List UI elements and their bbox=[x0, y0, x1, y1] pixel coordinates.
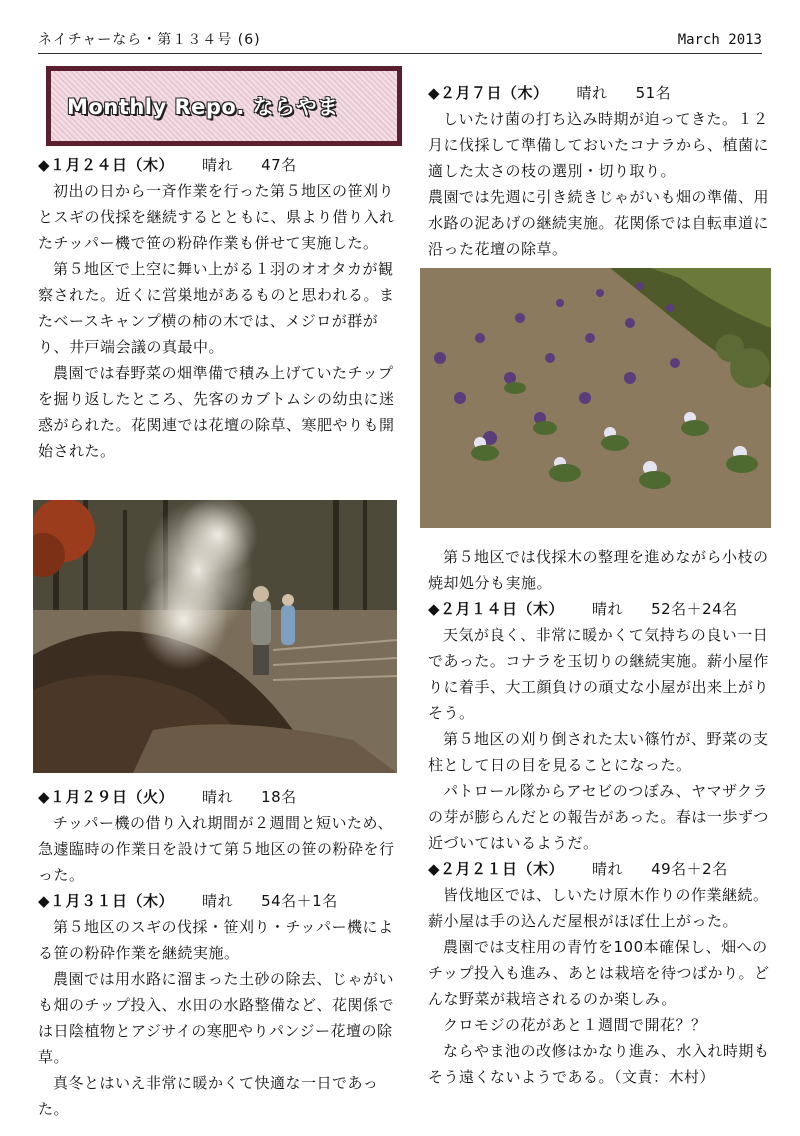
entry-weather: 晴れ bbox=[592, 600, 624, 618]
paragraph: 農園では用水路に溜まった土砂の除去、じゃがいも畑のチップ投入、水田の水路整備など、花関係では日陰植物とアジサイの寒肥やりパンジー花壇の除草。 bbox=[38, 970, 395, 1066]
entry-date: ◆１月２９日（火） bbox=[38, 788, 175, 806]
paragraph: 天気が良く、非常に暖かくて気持ちの良い一日であった。コナラを玉切りの継続実施。薪小屋作りに着手、大工顔負けの頑丈な小屋が出来上がりそう。 bbox=[428, 626, 770, 722]
photo-illustration bbox=[420, 268, 771, 528]
right-column-top bbox=[428, 80, 772, 262]
paragraph: パトロール隊からアセビのつぼみ、ヤマザクラの芽が膨らんだとの報告があった。春は一歩ずつ近づいてはいるようだ。 bbox=[428, 782, 769, 852]
banner-pattern bbox=[51, 71, 397, 141]
entry-count: 54名＋1名 bbox=[261, 892, 338, 910]
burning-chips-photo bbox=[33, 500, 397, 773]
photo-illustration bbox=[33, 500, 397, 773]
pansy-flowerbed-photo bbox=[420, 268, 771, 528]
entry-count: 47名 bbox=[261, 156, 297, 174]
paragraph: 農園では支柱用の青竹を100本確保し、畑へのチップ投入も進み、あとは栽培を待つばかり。どんな野菜が栽培されるのか楽しみ。 bbox=[428, 938, 770, 1008]
entry-heading-feb14 bbox=[428, 596, 772, 622]
entry-heading-jan31 bbox=[38, 888, 400, 914]
left-column-top bbox=[38, 152, 400, 464]
paragraph: クロモジの花があと１週間で開花？？ bbox=[443, 1016, 707, 1034]
entry-date: ◆１月３１日（木） bbox=[38, 892, 175, 910]
page-header bbox=[38, 30, 762, 52]
header-divider bbox=[38, 53, 762, 54]
entry-heading-feb21 bbox=[428, 856, 772, 882]
entry-weather: 晴れ bbox=[592, 860, 624, 878]
paragraph: 真冬とはいえ非常に暖かくて快適な一日であった。 bbox=[38, 1074, 379, 1118]
paragraph: しいたけ菌の打ち込み時期が迫ってきた。１２月に伐採して準備しておいたコナラから、植菌に適した太さの枝の選別・切り取り。 bbox=[428, 110, 770, 180]
entry-date: ◆２月１４日（木） bbox=[428, 600, 565, 618]
paragraph: 農園では春野菜の畑準備で積み上げていたチップを掘り返したところ、先客のカブトムシの幼虫に迷惑がられた。花関連では花壇の除草、寒肥やりも開始された。 bbox=[38, 364, 395, 460]
paragraph: ならやま池の改修はかなり進み、水入れ時期もそう遠くないようである。（文責：木村） bbox=[428, 1042, 770, 1086]
issue-label: ネイチャーなら・第１３４号 (6) bbox=[38, 32, 261, 48]
entry-date: ◆１月２４日（木） bbox=[38, 156, 175, 174]
entry-date: ◆２月２１日（木） bbox=[428, 860, 565, 878]
entry-heading-feb7 bbox=[428, 80, 772, 106]
entry-count: 49名＋2名 bbox=[651, 860, 728, 878]
paragraph: 第５地区では伐採木の整理を進めながら小枝の焼却処分も実施。 bbox=[428, 548, 769, 592]
paragraph: 第５地区のスギの伐採・笹刈り・チッパー機による笹の粉砕作業を継続実施。 bbox=[38, 918, 394, 962]
entry-weather: 晴れ bbox=[202, 156, 234, 174]
paragraph: 皆伐地区では、しいたけ原木作りの作業継続。薪小屋は手の込んだ屋根がほぼ仕上がった。 bbox=[428, 886, 769, 930]
monthly-report-banner bbox=[46, 66, 402, 146]
right-column-bottom bbox=[428, 544, 772, 1090]
paragraph: 第５地区で上空に舞い上がる１羽のオオタカが観察された。近くに営巣地があるものと思われる。またベースキャンプ横の柿の木では、メジロが群がり、井戸端会議の真最中。 bbox=[38, 260, 395, 356]
paragraph: 第５地区の刈り倒された太い篠竹が、野菜の支柱として日の目を見ることになった。 bbox=[428, 730, 769, 774]
entry-heading-jan29 bbox=[38, 784, 400, 810]
entry-weather: 晴れ bbox=[576, 84, 608, 102]
entry-count: 52名＋24名 bbox=[651, 600, 738, 618]
paragraph: 初出の日から一斉作業を行った第５地区の笹刈りとスギの伐採を継続するとともに、県より借り入れたチッパー機で笹の粉砕作業も併せて実施した。 bbox=[38, 182, 395, 252]
entry-count: 51名 bbox=[635, 84, 672, 102]
entry-weather: 晴れ bbox=[202, 892, 234, 910]
paragraph: チッパー機の借り入れ期間が２週間と短いため、急遽臨時の作業日を設けて第５地区の笹の粉砕を行った。 bbox=[38, 814, 395, 884]
paragraph: 農園では先週に引き続きじゃがいも畑の準備、用水路の泥あげの継続実施。花関係では自転車道に沿った花壇の除草。 bbox=[428, 188, 770, 258]
left-column-bottom bbox=[38, 784, 400, 1122]
entry-date: ◆２月７日（木） bbox=[428, 84, 549, 102]
entry-count: 18名 bbox=[261, 788, 297, 806]
banner-title: Monthly Repo. ならやま bbox=[67, 95, 339, 119]
issue-date: March 2013 bbox=[677, 32, 762, 48]
entry-heading-jan24 bbox=[38, 152, 400, 178]
entry-weather: 晴れ bbox=[202, 788, 234, 806]
